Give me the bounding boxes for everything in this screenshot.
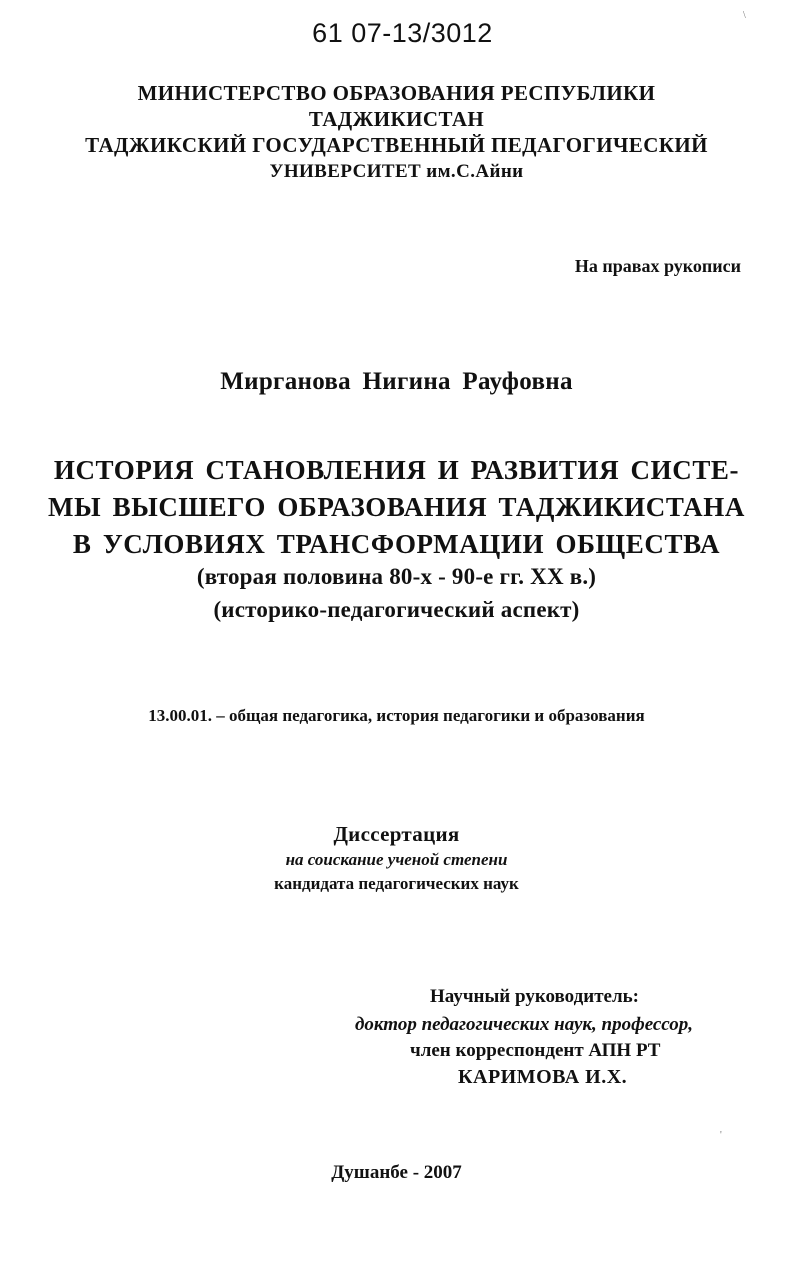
title-line-2: МЫ ВЫСШЕГО ОБРАЗОВАНИЯ ТАДЖИКИСТАНА xyxy=(48,492,745,522)
title-line-1: ИСТОРИЯ СТАНОВЛЕНИЯ И РАЗВИТИЯ СИСТЕ- xyxy=(53,455,740,485)
author-name: Мирганова Нигина Рауфовна xyxy=(220,368,573,395)
scan-speck: ' xyxy=(720,1130,722,1141)
dissertation-degree: кандидата педагогических наук xyxy=(274,874,519,893)
dissertation-purpose: на соискание ученой степени xyxy=(285,850,508,869)
supervisor-label: Научный руководитель: xyxy=(430,986,639,1007)
manuscript-rights-note: На правах рукописи xyxy=(574,256,741,276)
dissertation-heading: Диссертация xyxy=(333,822,460,846)
title-line-3: В УСЛОВИЯХ ТРАНСФОРМАЦИИ ОБЩЕСТВА xyxy=(72,529,721,559)
university-line-1: ТАДЖИКСКИЙ ГОСУДАРСТВЕННЫЙ ПЕДАГОГИЧЕСКИЙ xyxy=(85,133,708,157)
supervisor-name: КАРИМОВА И.Х. xyxy=(458,1066,628,1088)
supervisor-degree: доктор педагогических наук, профессор, xyxy=(355,1014,694,1035)
supervisor-position: член корреспондент АПН РТ xyxy=(410,1040,661,1061)
ministry-line-2: ТАДЖИКИСТАН xyxy=(308,107,485,131)
ministry-line-1: МИНИСТЕРСТВО ОБРАЗОВАНИЯ РЕСПУБЛИКИ xyxy=(137,81,656,105)
scan-speck: \ xyxy=(743,10,746,21)
archive-stamp-number: 61 07-13/3012 xyxy=(312,18,493,48)
city-year: Душанбе - 2007 xyxy=(331,1162,462,1183)
title-aspect: (историко-педагогический аспект) xyxy=(213,597,580,622)
title-period: (вторая половина 80-х - 90-е гг. XX в.) xyxy=(196,564,597,589)
university-line-2: УНИВЕРСИТЕТ им.С.Айни xyxy=(269,161,524,182)
specialty-code: 13.00.01. – общая педагогика, история педагогики и образования xyxy=(148,706,645,725)
